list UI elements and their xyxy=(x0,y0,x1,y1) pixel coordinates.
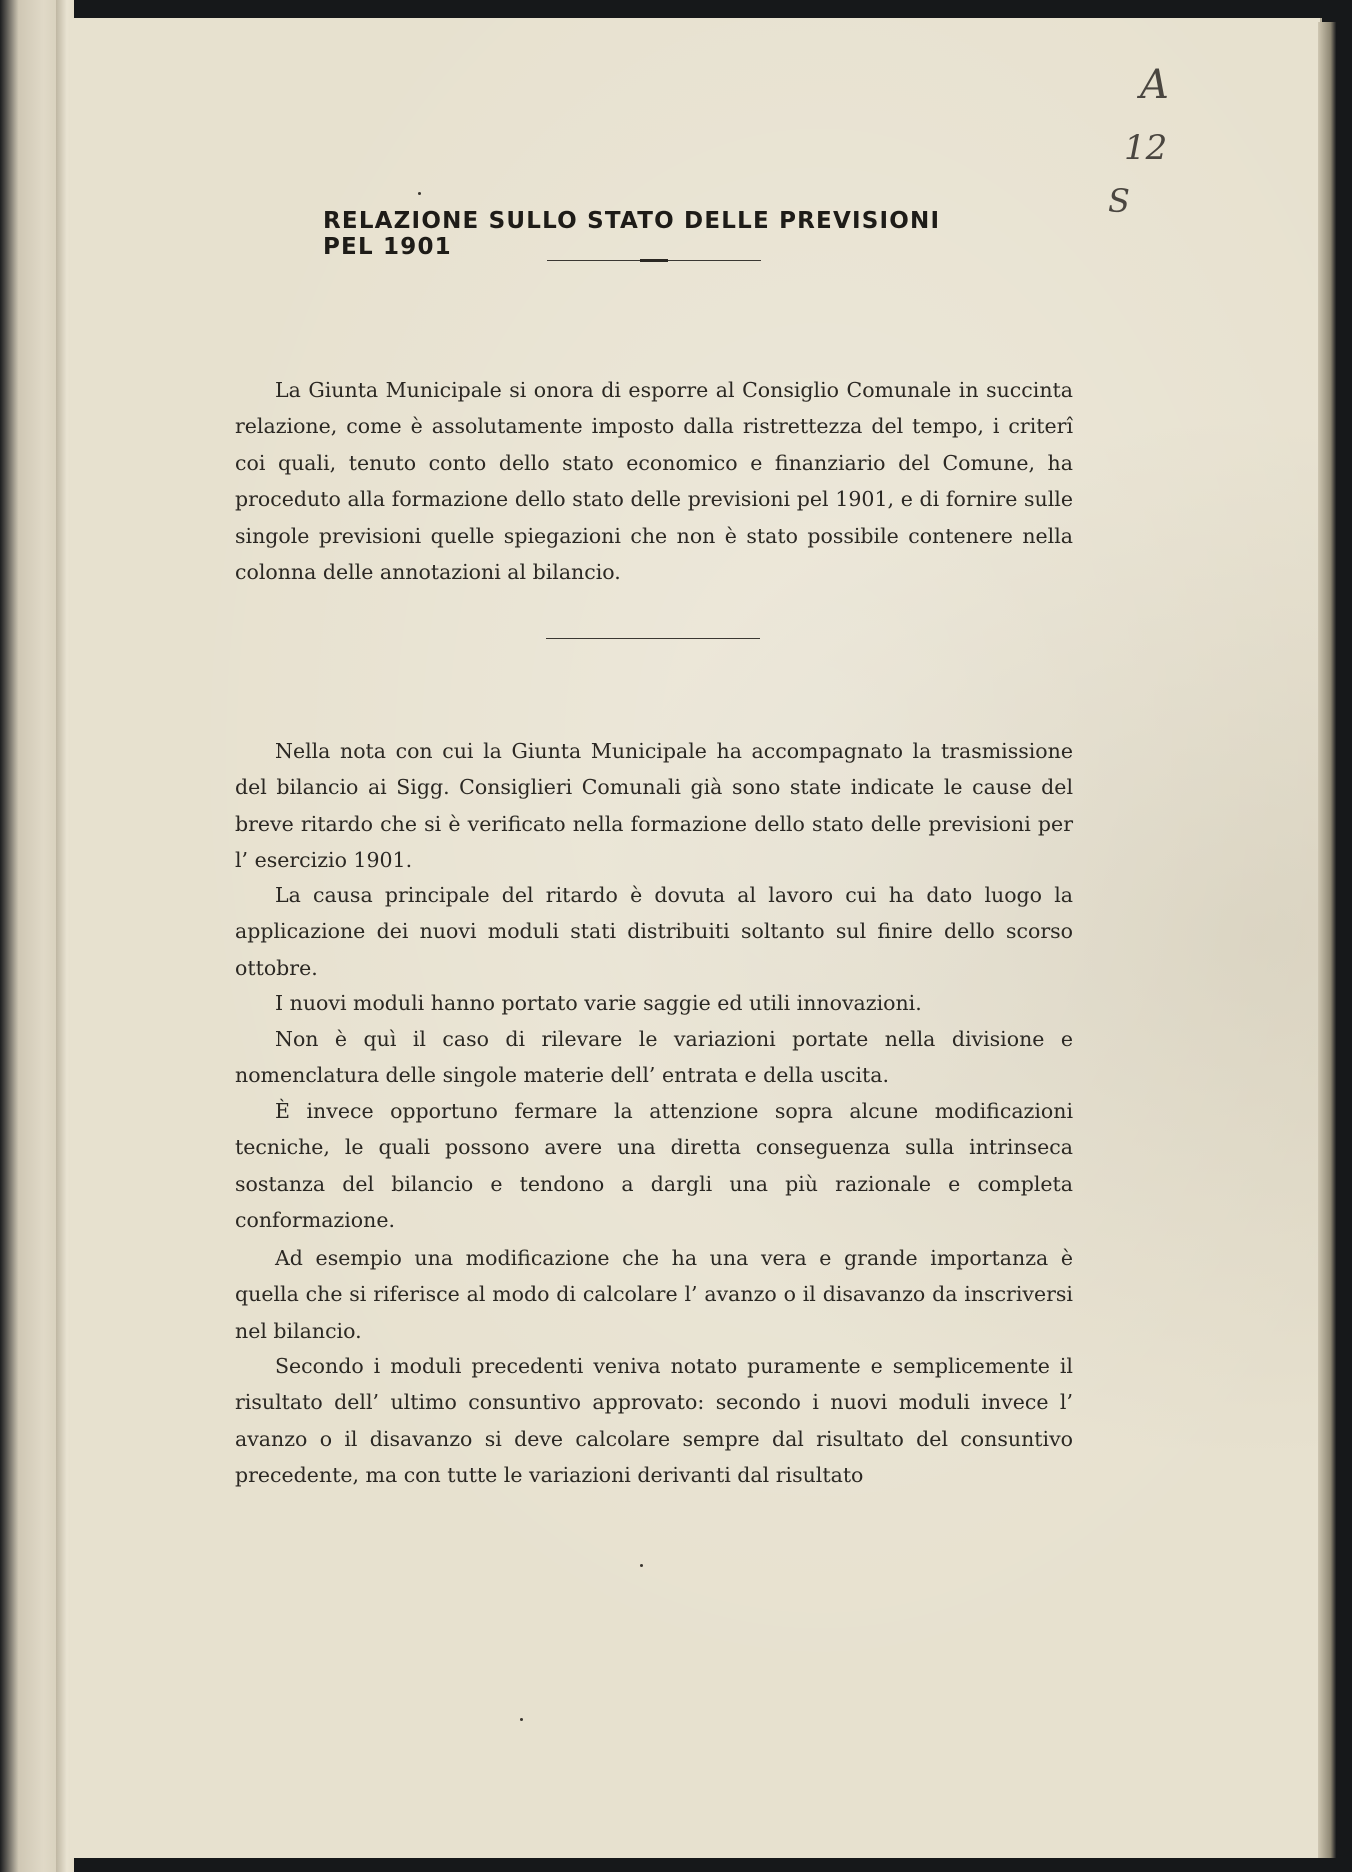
body-paragraph: La causa principale del ritardo è dovuta al lavoro cui ha dato luogo la applicazione dei nuovi moduli stati distribuiti soltanto sul finire dello scorso ottobre. xyxy=(235,883,1073,980)
body-paragraph: Non è quì il caso di rilevare le variazioni portate nella divisione e nomenclatura delle singole materie dell’ entrata e della uscita. xyxy=(235,1027,1073,1088)
book-spine-shadow xyxy=(0,0,62,1872)
marginal-mark: S xyxy=(1108,182,1130,220)
marginal-number: 12 xyxy=(1124,128,1168,168)
title-divider-accent xyxy=(640,259,668,262)
body-paragraph: È invece opportuno fermare la attenzione sopra alcune modificazioni tecniche, le quali possono avere una diretta conseguenza sulla intrinseca sostanza del bilancio e tendono a dargli una più razionale e completa conformazione. xyxy=(235,1099,1073,1233)
marginal-letter: A xyxy=(1140,62,1169,108)
paper-speck xyxy=(640,1564,643,1567)
paper-speck xyxy=(418,192,421,195)
body-paragraph: I nuovi moduli hanno portato varie saggie ed utili innovazioni. xyxy=(275,991,922,1015)
paper-speck xyxy=(520,1718,523,1721)
body-paragraph: Nella nota con cui la Giunta Municipale ha accompagnato la trasmissione del bilancio ai Sigg. Consiglieri Comunali già sono state indicate le cause del breve ritardo che si è verificato nella formazione dello stato delle previsioni per l’ esercizio 1901. xyxy=(235,739,1073,873)
section-divider xyxy=(546,638,760,639)
document-title: RELAZIONE SULLO STATO DELLE PREVISIONI PEL 1901 xyxy=(323,208,941,260)
body-paragraph: Ad esempio una modificazione che ha una vera e grande importanza è quella che si riferisce al modo di calcolare l’ avanzo o il disavanzo da inscriversi nel bilancio. xyxy=(235,1246,1073,1343)
intro-paragraph: La Giunta Municipale si onora di esporre al Consiglio Comunale in succinta relazione, come è assolutamente imposto dalla ristrettezza del tempo, i criterî coi quali, tenuto conto dello stato economico e finanziario del Comune, ha proceduto alla formazione dello stato delle previsioni pel 1901, e di fornire sulle singole previsioni quelle spiegazioni che non è stato possibile contenere nella colonna delle annotazioni al bilancio. xyxy=(235,378,1073,585)
body-paragraph: Secondo i moduli precedenti veniva notato puramente e semplicemente il risultato dell’ ultimo consuntivo approvato: secondo i nuovi moduli invece l’ avanzo o il disavanzo si deve calcolare sempre dal risultato del consuntivo precedente, ma con tutte le variazioni derivanti dal risultato xyxy=(235,1354,1073,1488)
page-edge xyxy=(1318,22,1336,1858)
